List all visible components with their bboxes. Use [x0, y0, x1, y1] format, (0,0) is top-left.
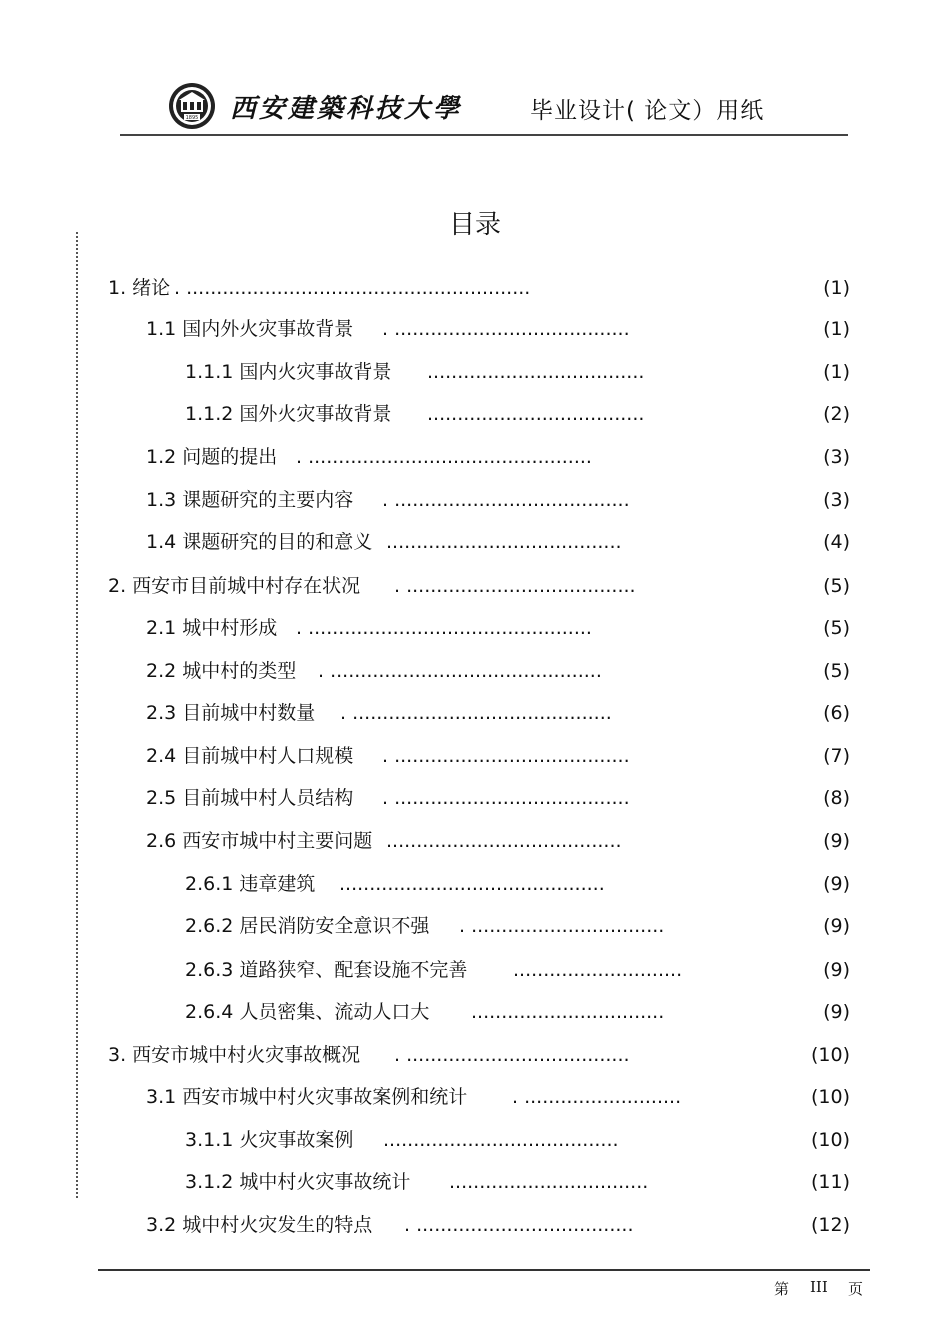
- toc-entry[interactable]: [185, 358, 850, 386]
- toc-entry-label: 3. 西安市城中村火灾事故概况: [108, 1044, 361, 1066]
- toc-entry[interactable]: [185, 956, 850, 984]
- toc-entry-page: (3): [823, 446, 850, 468]
- toc-entry-label: 2.1 城中村形成: [146, 617, 278, 639]
- toc-entry[interactable]: [146, 486, 850, 514]
- toc-entry[interactable]: [146, 528, 850, 556]
- toc-entry-leader: ............................................: [339, 873, 605, 895]
- toc-entry-leader: . .........................................................: [174, 277, 531, 299]
- toc-entry[interactable]: [108, 274, 850, 302]
- toc-entry-page: (12): [810, 1214, 850, 1236]
- toc-entry-leader: ....................................: [427, 361, 645, 383]
- toc-entry-label: 1.1.2 国外火灾事故背景: [185, 403, 392, 425]
- toc-entry-leader: . .......................................: [382, 745, 630, 767]
- toc-entry-label: 2.6 西安市城中村主要问题: [146, 830, 373, 852]
- toc-entry-label: 1.4 课题研究的目的和意义: [146, 531, 373, 553]
- toc-entry-page: (10): [810, 1129, 850, 1151]
- toc-entry-label: 3.1.2 城中村火灾事故统计: [185, 1171, 411, 1193]
- toc-entry[interactable]: [185, 998, 850, 1026]
- toc-entry-leader: . ....................................: [404, 1214, 634, 1236]
- toc-entry-leader: . ......................................: [394, 575, 636, 597]
- toc-entry[interactable]: [185, 1168, 850, 1196]
- toc-entry-page: (8): [823, 787, 850, 809]
- toc-entry[interactable]: [146, 1211, 850, 1239]
- toc-entry-page: (9): [823, 915, 850, 937]
- toc-entry-leader: . .......................................: [382, 318, 630, 340]
- footer-page-prefix: 第: [774, 1280, 790, 1298]
- toc-entry-label: 2.2 城中村的类型: [146, 660, 297, 682]
- toc-entry-leader: . ..........................: [512, 1086, 682, 1108]
- toc-entry-leader: . .......................................: [382, 787, 630, 809]
- toc-entry-label: 2.4 目前城中村人口规模: [146, 745, 354, 767]
- toc-entry-label: 2.6.4 人员密集、流动人口大: [185, 1001, 430, 1023]
- toc-entry-leader: .......................................: [383, 1129, 619, 1151]
- toc-entry[interactable]: [146, 657, 850, 685]
- toc-entry-label: 3.2 城中村火灾发生的特点: [146, 1214, 373, 1236]
- footer-divider: [98, 1269, 870, 1271]
- toc-entry-leader: . ...............................................: [296, 446, 592, 468]
- toc-entry[interactable]: [146, 742, 850, 770]
- toc-entry[interactable]: [185, 400, 850, 428]
- toc-entry[interactable]: [146, 315, 850, 343]
- toc-entry[interactable]: [108, 572, 850, 600]
- toc-entry-label: 1.3 课题研究的主要内容: [146, 489, 354, 511]
- toc-entry[interactable]: [185, 1126, 850, 1154]
- toc-entry-page: (9): [823, 959, 850, 981]
- toc-entry-leader: . ...............................................: [296, 617, 592, 639]
- toc-entry-label: 2.3 目前城中村数量: [146, 702, 316, 724]
- paper-label: 毕业设计( 论文）用纸: [530, 98, 765, 124]
- toc-entry[interactable]: [108, 1041, 850, 1069]
- toc-entry-page: (2): [823, 403, 850, 425]
- toc-entry-page: (10): [810, 1086, 850, 1108]
- toc-entry-leader: .................................: [449, 1171, 649, 1193]
- toc-entry-page: (1): [823, 318, 850, 340]
- toc-entry-page: (5): [823, 617, 850, 639]
- toc-entry[interactable]: [146, 443, 850, 471]
- toc-entry-page: (1): [823, 277, 850, 299]
- toc-entry[interactable]: [146, 1083, 850, 1111]
- toc-entry-label: 3.1.1 火灾事故案例: [185, 1129, 354, 1151]
- toc-entry-label: 2.6.1 违章建筑: [185, 873, 316, 895]
- toc-entry-label: 2. 西安市目前城中村存在状况: [108, 575, 361, 597]
- toc-entry[interactable]: [146, 614, 850, 642]
- toc-entry-page: (4): [823, 531, 850, 553]
- toc-entry-page: (3): [823, 489, 850, 511]
- toc-entry-page: (6): [823, 702, 850, 724]
- toc-entry-leader: ....................................: [427, 403, 645, 425]
- toc-entry-leader: .......................................: [386, 830, 622, 852]
- toc-entry-label: 2.5 目前城中村人员结构: [146, 787, 354, 809]
- toc-entry-page: (5): [823, 660, 850, 682]
- toc-entry[interactable]: [146, 827, 850, 855]
- toc-entry-leader: ................................: [471, 1001, 665, 1023]
- toc-entry-page: (9): [823, 1001, 850, 1023]
- toc-entry-page: (10): [810, 1044, 850, 1066]
- toc-entry-leader: . ................................: [459, 915, 665, 937]
- toc-entry-label: 1.2 问题的提出: [146, 446, 278, 468]
- footer-page-number: III: [810, 1278, 828, 1296]
- toc-entry-page: (1): [823, 361, 850, 383]
- toc-entry-leader: ............................: [513, 959, 683, 981]
- toc-entry-page: (5): [823, 575, 850, 597]
- toc-entry-page: (11): [810, 1171, 850, 1193]
- toc-entry[interactable]: [146, 784, 850, 812]
- toc-entry-leader: . .......................................: [382, 489, 630, 511]
- school-name: 西安建築科技大學: [230, 94, 463, 124]
- svg-text:1895: 1895: [185, 115, 199, 121]
- toc-entry-page: (9): [823, 873, 850, 895]
- toc-entry-label: 1.1 国内外火灾事故背景: [146, 318, 354, 340]
- toc-entry-leader: . ...........................................: [340, 702, 612, 724]
- toc-entry[interactable]: [146, 699, 850, 727]
- toc-entry-page: (7): [823, 745, 850, 767]
- toc-entry-label: 3.1 西安市城中村火灾事故案例和统计: [146, 1086, 468, 1108]
- toc-entry-label: 2.6.3 道路狭窄、配套设施不完善: [185, 959, 468, 981]
- toc-entry[interactable]: [185, 870, 850, 898]
- toc-entry-leader: . .............................................: [318, 660, 602, 682]
- toc-title: 目录: [448, 210, 501, 240]
- toc-entry-leader: . .....................................: [394, 1044, 630, 1066]
- toc-entry-leader: .......................................: [386, 531, 622, 553]
- toc-entry-label: 1.1.1 国内火灾事故背景: [185, 361, 392, 383]
- toc-entry-label: 2.6.2 居民消防安全意识不强: [185, 915, 430, 937]
- toc-entry[interactable]: [185, 912, 850, 940]
- toc-entry-label: 1. 绪论: [108, 277, 171, 299]
- toc-entry-page: (9): [823, 830, 850, 852]
- footer-page-suffix: 页: [848, 1280, 864, 1298]
